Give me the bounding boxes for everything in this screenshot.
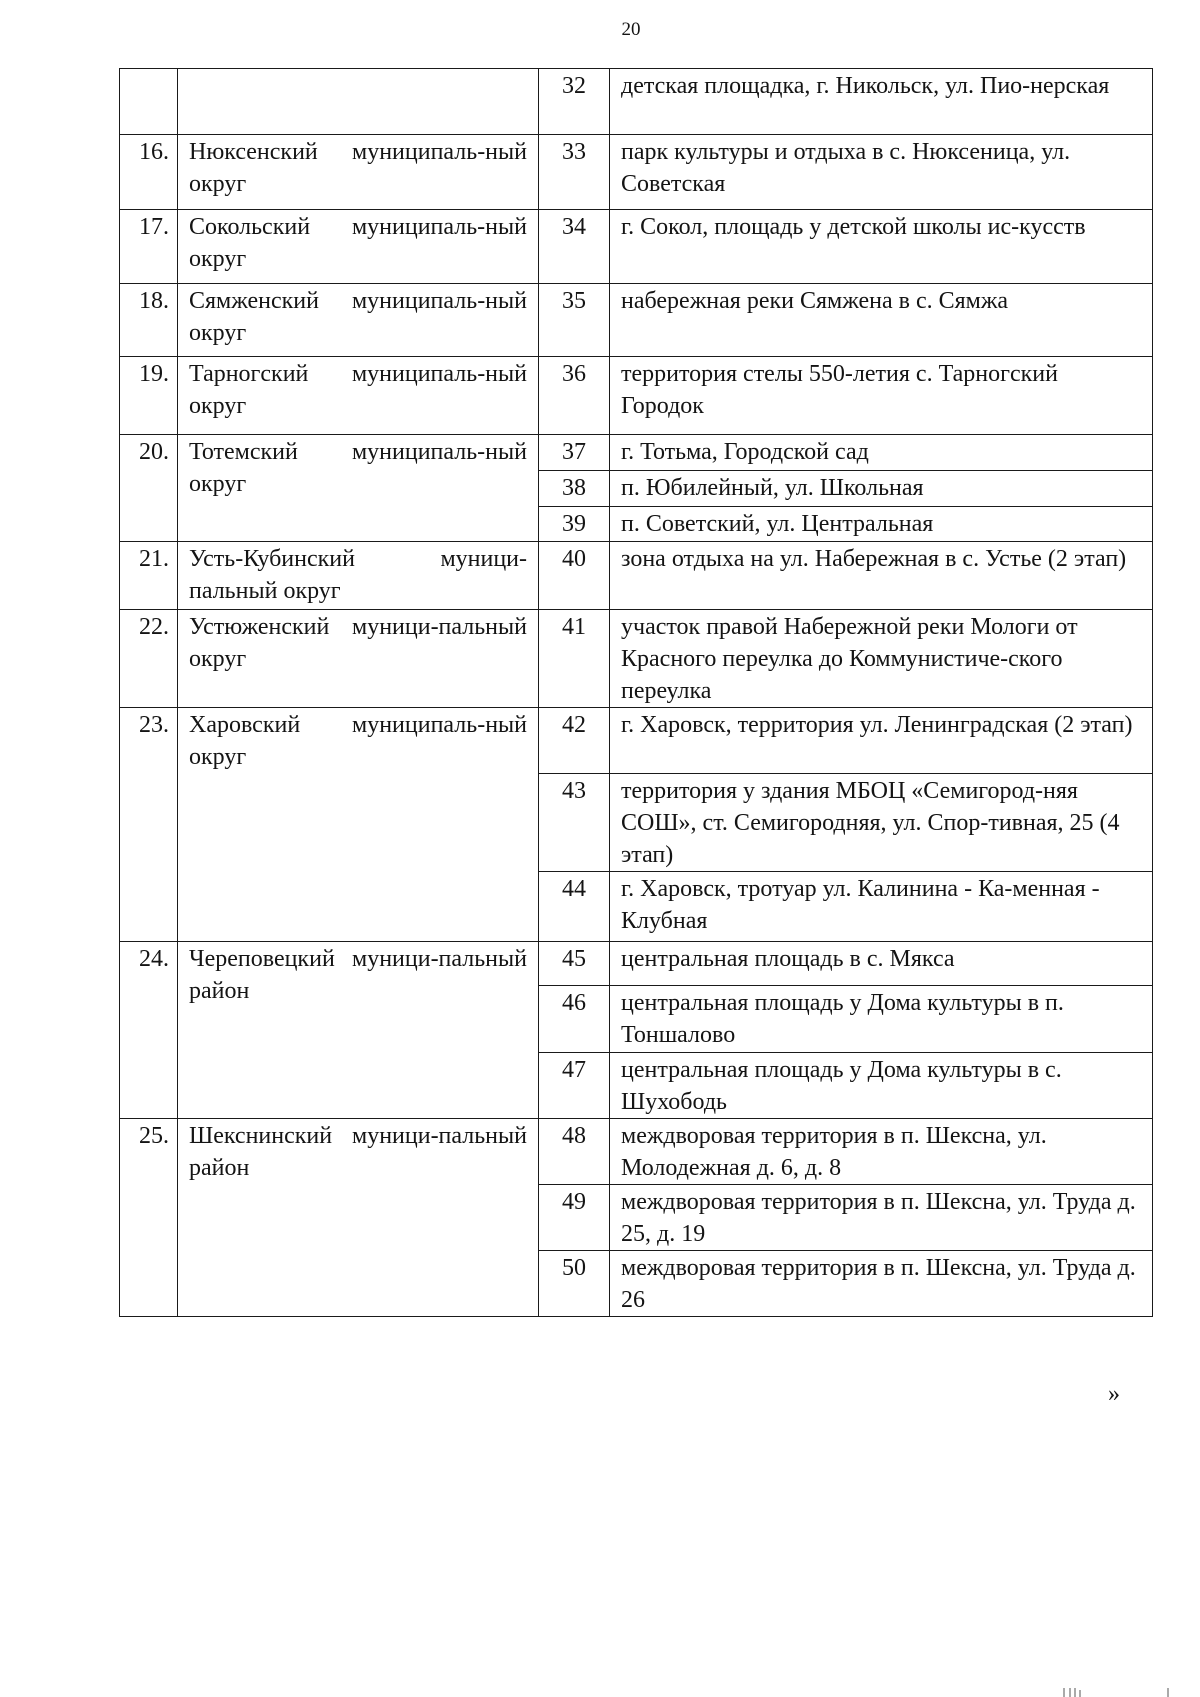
item-number: 32 xyxy=(539,69,610,135)
object-description: г. Харовск, территория ул. Ленинградская (2 этап) xyxy=(610,708,1153,774)
item-number: 49 xyxy=(539,1185,610,1251)
table-row xyxy=(120,435,1153,471)
object-description: междворовая территория в п. Шексна, ул. Труда д. 26 xyxy=(610,1251,1153,1317)
entry-number: 23. xyxy=(120,708,178,942)
object-description: центральная площадь у Дома культуры в с. Шухободь xyxy=(610,1053,1153,1119)
table-row xyxy=(120,284,1153,357)
entry-number: 21. xyxy=(120,542,178,610)
table-row xyxy=(120,210,1153,284)
page-number: 20 xyxy=(621,19,641,40)
item-number: 36 xyxy=(539,357,610,435)
object-description: парк культуры и отдыха в с. Нюксеница, ул. Советская xyxy=(610,135,1153,210)
district-name: Харовский муниципаль-ный округ xyxy=(178,708,539,942)
object-description: п. Советский, ул. Центральная xyxy=(610,507,1153,542)
item-number: 41 xyxy=(539,610,610,708)
object-description: детская площадка, г. Никольск, ул. Пио-нерская xyxy=(610,69,1153,135)
item-number: 43 xyxy=(539,774,610,872)
district-name: Сямженский муниципаль-ный округ xyxy=(178,284,539,357)
table-row xyxy=(120,942,1153,986)
item-number: 48 xyxy=(539,1119,610,1185)
district-name: Шекснинский муници-пальный район xyxy=(178,1119,539,1317)
table-row xyxy=(120,542,1153,610)
table-row xyxy=(120,610,1153,708)
scan-edge-marks xyxy=(1062,1688,1172,1697)
object-description: центральная площадь у Дома культуры в п. Тоншалово xyxy=(610,986,1153,1053)
item-number: 33 xyxy=(539,135,610,210)
table-row xyxy=(120,135,1153,210)
object-description: зона отдыха на ул. Набережная в с. Устье (2 этап) xyxy=(610,542,1153,610)
table-row xyxy=(120,357,1153,435)
district-name: Нюксенский муниципаль-ный округ xyxy=(178,135,539,210)
item-number: 34 xyxy=(539,210,610,284)
item-number: 46 xyxy=(539,986,610,1053)
entry-number xyxy=(120,69,178,135)
object-description: территория у здания МБОЦ «Семигород-няя СОШ», ст. Семигородняя, ул. Спор-тивная, 25 (4 этап) xyxy=(610,774,1153,872)
entry-number: 20. xyxy=(120,435,178,542)
district-name: Тотемский муниципаль-ный округ xyxy=(178,435,539,542)
object-description: г. Сокол, площадь у детской школы ис-кусств xyxy=(610,210,1153,284)
item-number: 50 xyxy=(539,1251,610,1317)
item-number: 45 xyxy=(539,942,610,986)
object-description: набережная реки Сямжена в с. Сямжа xyxy=(610,284,1153,357)
table-row xyxy=(120,1119,1153,1185)
district-name: Череповецкий муници-пальный район xyxy=(178,942,539,1119)
item-number: 39 xyxy=(539,507,610,542)
district-name: Тарногский муниципаль-ный округ xyxy=(178,357,539,435)
item-number: 42 xyxy=(539,708,610,774)
entry-number: 17. xyxy=(120,210,178,284)
closing-quote-mark: » xyxy=(1108,1381,1120,1407)
program-table xyxy=(119,68,1153,1317)
district-name xyxy=(178,69,539,135)
object-description: территория стелы 550-летия с. Тарногский Городок xyxy=(610,357,1153,435)
district-name: Устюженский муници-пальный округ xyxy=(178,610,539,708)
entry-number: 22. xyxy=(120,610,178,708)
entry-number: 19. xyxy=(120,357,178,435)
object-description: центральная площадь в с. Мякса xyxy=(610,942,1153,986)
item-number: 40 xyxy=(539,542,610,610)
entry-number: 18. xyxy=(120,284,178,357)
entry-number: 24. xyxy=(120,942,178,1119)
item-number: 44 xyxy=(539,872,610,942)
item-number: 35 xyxy=(539,284,610,357)
object-description: г. Харовск, тротуар ул. Калинина - Ка-менная - Клубная xyxy=(610,872,1153,942)
table-row xyxy=(120,69,1153,135)
district-name: Сокольский муниципаль-ный округ xyxy=(178,210,539,284)
object-description: междворовая территория в п. Шексна, ул. Труда д. 25, д. 19 xyxy=(610,1185,1153,1251)
object-description: г. Тотьма, Городской сад xyxy=(610,435,1153,471)
table-row xyxy=(120,708,1153,774)
item-number: 38 xyxy=(539,471,610,507)
item-number: 37 xyxy=(539,435,610,471)
object-description: междворовая территория в п. Шексна, ул. Молодежная д. 6, д. 8 xyxy=(610,1119,1153,1185)
entry-number: 16. xyxy=(120,135,178,210)
entry-number: 25. xyxy=(120,1119,178,1317)
object-description: п. Юбилейный, ул. Школьная xyxy=(610,471,1153,507)
object-description: участок правой Набережной реки Мологи от Красного переулка до Коммунистиче-ского переулка xyxy=(610,610,1153,708)
item-number: 47 xyxy=(539,1053,610,1119)
district-name: Усть-Кубинский муници-пальный округ xyxy=(178,542,539,610)
